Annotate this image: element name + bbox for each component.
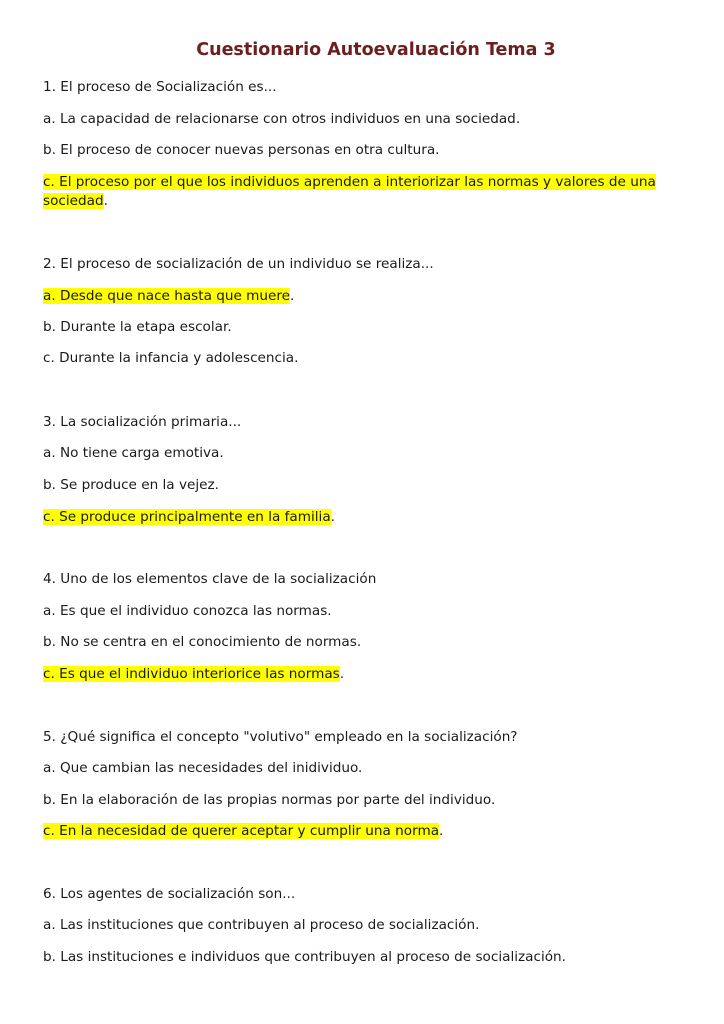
question-3: 3. La socialización primaria... [43, 414, 242, 430]
question-5: 5. ¿Qué significa el concepto "volutivo" empleado en la socialización? [43, 729, 518, 745]
question-1: 1. El proceso de Socialización es... [43, 79, 277, 95]
period: . [103, 193, 108, 209]
correct-answer-highlight: c. En la necesidad de querer aceptar y cumplir una norma [43, 823, 440, 839]
period: . [330, 509, 335, 525]
q3-option-a: a. No tiene carga emotiva. [43, 445, 224, 461]
q4-option-a: a. Es que el individuo conozca las normas. [43, 603, 332, 619]
correct-answer-highlight: c. El proceso por el que los individuos aprenden a interiorizar las normas y valores de una [43, 174, 656, 190]
q3-option-c [43, 508, 335, 527]
period: . [439, 823, 444, 839]
period: . [339, 666, 345, 682]
q2-option-b: b. Durante la etapa escolar. [43, 319, 232, 335]
correct-answer-highlight: c. Se produce principalmente en la familia [43, 509, 331, 525]
q5-option-a: a. Que cambian las necesidades del inidividuo. [43, 760, 363, 776]
q2-option-c: c. Durante la infancia y adolescencia. [43, 350, 299, 366]
question-6: 6. Los agentes de socialización son... [43, 886, 296, 902]
correct-answer-highlight: c. Es que el individuo interiorice las normas [43, 666, 340, 682]
correct-answer-highlight: a. Desde que nace hasta que muere [43, 288, 291, 304]
q6-option-a: a. Las instituciones que contribuyen al proceso de socialización. [43, 917, 480, 933]
q1-option-b: b. El proceso de conocer nuevas personas en otra cultura. [43, 142, 440, 158]
question-2: 2. El proceso de socialización de un individuo se realiza... [43, 256, 434, 272]
q1-option-c-line1 [43, 173, 656, 192]
q2-option-a [43, 287, 294, 306]
q3-option-b: b. Se produce en la vejez. [43, 477, 219, 493]
correct-answer-highlight: sociedad [43, 193, 104, 209]
period: . [290, 288, 295, 304]
q4-option-c [43, 665, 344, 684]
q5-option-c [43, 822, 443, 841]
page-title: Cuestionario Autoevaluación Tema 3 [196, 40, 556, 60]
q4-option-b: b. No se centra en el conocimiento de normas. [43, 634, 362, 650]
q1-option-a: a. La capacidad de relacionarse con otros individuos en una sociedad. [43, 111, 521, 127]
q5-option-b: b. En la elaboración de las propias normas por parte del individuo. [43, 792, 496, 808]
question-4: 4. Uno de los elementos clave de la socialización [43, 571, 377, 587]
q1-option-c-line2 [43, 192, 108, 211]
q6-option-b: b. Las instituciones e individuos que contribuyen al proceso de socialización. [43, 949, 566, 965]
